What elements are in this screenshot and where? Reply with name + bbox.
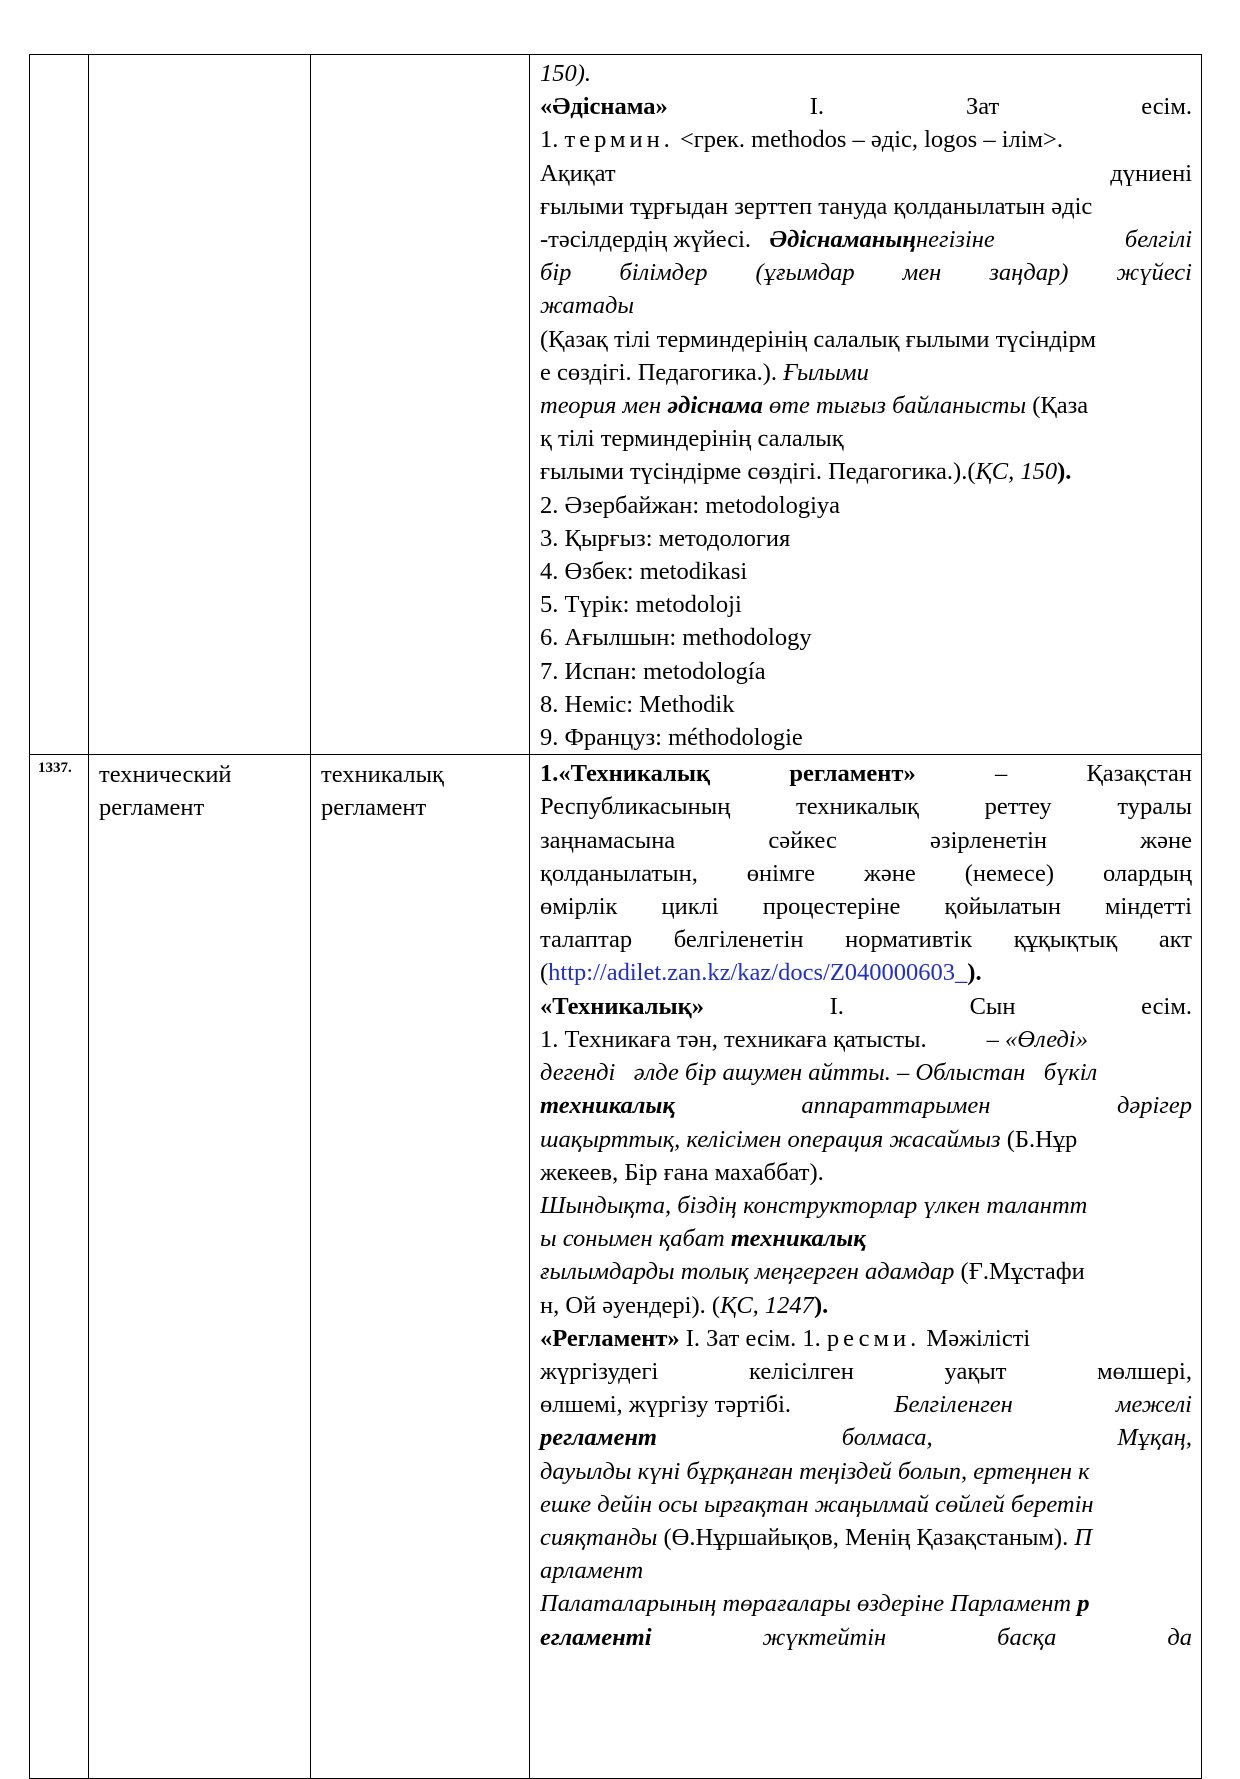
- definition-text: 1.«Техникалық регламент» – Қазақстан Республикасының техникалық реттеу туралы заңнамасына сәйкес әзірленетін және қолданылатын, өнімге және (немесе) олардың өмірлік циклі процестеріне қойылатын міндетті талаптар белгіленетін нормативтік құқықтық акт (http://adilet.zan.kz/kaz/docs/Z040000603_). «Техникалық» І. Сын есім. 1. Техникаға тән, техникаға қатысты. – «Өледі» дегенді әлде бір ашумен айтты. – Облыстан бүкіл техникалық аппараттарымен дәрігер шақырттық, келісімен операция жасаймыз (Б.Нұр жекеев, Бір ғана махаббат). Шындықта, біздің конструкторлар үлкен талантт ы сонымен қабат техникалық ғылымдарды толық меңгерген адамдар (Ғ.Мұстафи н, Ой әуендері). (ҚС, 1247). «Регламент» І. Зат есім. 1. ресми. Мәжілісті жүргізудегі келісілген уақыт мөлшері, өлшемі, жүргізу тәртібі. Белгіленген межелі регламент болмаса, Мұқаң, дауылды күні бұрқанған теңіздей болып, ертеңнен к ешке дейін осы ырғақтан жаңылмай сөйлей беретін сияқтанды (Ө.Нұршайықов, Менің Қазақстаным). П арламент Палаталарының төрағалары өздеріне Парламент р егламенті жүктейтін басқа да: [540, 760, 1192, 1651]
- entry-number-cell: [30, 755, 89, 1779]
- table-row: [30, 755, 1202, 1779]
- kazakh-term-cell: [311, 55, 530, 755]
- russian-term-cell: [89, 55, 311, 755]
- table-row: [30, 55, 1202, 755]
- dictionary-table: [29, 54, 1202, 1779]
- adilet-link[interactable]: http://adilet.zan.kz/kaz/docs/Z040000603_: [548, 959, 968, 987]
- definition-cell: [530, 755, 1202, 1779]
- definition-text: 150). «Әдіснама» І. Зат есім. 1. термин. <грек. methodos – әдіс, logos – ілім>. Ақиқат дүниені ғылыми тұрғыдан зерттеп тануда қолданылатын әдіс -тәсілдердің жүйесі. Әдіснаманыңнегізіне белгілі бір білімдер (ұғымдар мен заңдар) жүйесі жатады (Қазақ тілі терминдерінің салалық ғылыми түсіндірм е сөздігі. Педагогика.). Ғылыми теория мен әдіснама өте тығыз байланысты (Қаза қ тілі терминдерінің салалық ғылыми түсіндірме сөздігі. Педагогика.).(ҚС, 150). 2. Әзербайжан: metodologiya 3. Қырғыз: методология 4. Өзбек: metodikasi 5. Түрік: metodoloji 6. Ағылшын: methodology 7. Испан: metodología 8. Неміс: Methodik 9. Француз: méthodologie: [540, 60, 1192, 752]
- kazakh-term-cell: [311, 755, 530, 1779]
- kazakh-term: техникалық регламент: [321, 761, 444, 822]
- russian-term: технический регламент: [99, 761, 232, 822]
- russian-term-cell: [89, 755, 311, 1779]
- definition-cell: [530, 55, 1202, 755]
- entry-number-cell: [30, 55, 89, 755]
- entry-number: 1337.: [38, 760, 72, 777]
